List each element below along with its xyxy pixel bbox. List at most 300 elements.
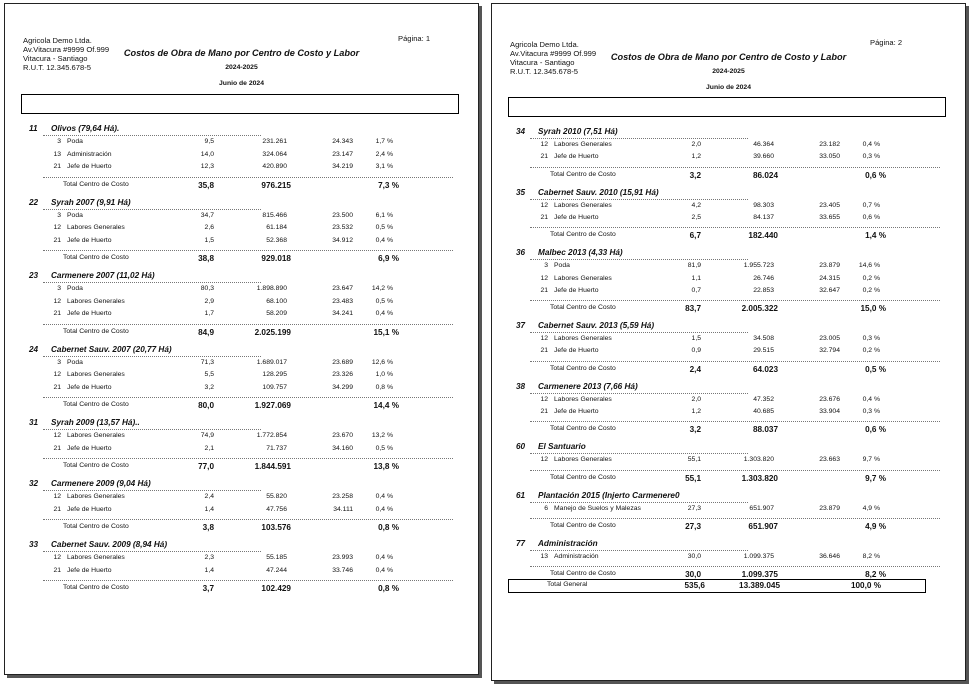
cost-center-name: Cabernet Sauv. 2013 (5,59 Há) [538, 321, 655, 331]
total-valor: 651.907 [748, 521, 778, 531]
total-jornadas: 6,7 [689, 231, 701, 241]
labor-row [5, 163, 478, 175]
total-jornadas: 83,7 [685, 304, 701, 314]
subtotal-separator [43, 177, 453, 178]
labor-code: 12 [540, 141, 548, 148]
total-valor: 1.099.375 [741, 570, 778, 580]
labor-valor-jornada: 23.182 [819, 141, 840, 148]
cost-center-total-row [492, 474, 965, 486]
labor-jornadas: 2,0 [691, 395, 701, 403]
section-underline [530, 453, 748, 454]
labor-row [5, 506, 478, 518]
cost-center-code: 31 [29, 418, 39, 427]
labor-percent: 9,7 % [862, 456, 880, 464]
labor-jornadas: 1,5 [204, 236, 214, 244]
labor-row [492, 553, 965, 565]
labor-valor: 22.853 [753, 286, 774, 294]
labor-valor-jornada: 23.670 [332, 432, 353, 439]
labor-valor-jornada: 32.647 [819, 286, 840, 294]
labor-description: Labores Generales [67, 432, 125, 439]
labor-description: Jefe de Huerto [554, 408, 599, 415]
cost-center-total-row [5, 523, 478, 535]
total-jornadas: 77,0 [198, 462, 214, 471]
labor-valor-jornada: 24.343 [332, 138, 353, 145]
cost-center-name: Cabernet Sauv. 2007 (20,77 Há) [51, 344, 172, 354]
subtotal-separator [530, 227, 940, 228]
labor-percent: 1,0 % [375, 371, 393, 378]
cost-center-name: Syrah 2010 (7,51 Há) [538, 127, 618, 136]
labor-description: Poda [67, 138, 83, 145]
section-underline [43, 551, 261, 552]
report-season: 2024-2025 [712, 68, 745, 75]
report-title: Costos de Obra de Mano por Centro de Costo y Labor [123, 48, 360, 58]
total-valor: 88.037 [752, 425, 778, 435]
labor-valor: 34.508 [753, 335, 774, 343]
column-header-box [21, 94, 459, 114]
labor-description: Labores Generales [554, 141, 612, 148]
cost-center-code: 33 [29, 540, 39, 549]
labor-percent: 0,4 % [375, 310, 393, 317]
section-underline [43, 209, 261, 210]
labor-row [5, 384, 478, 396]
cost-center-name: Olivos (79,64 Há). [51, 124, 120, 133]
cost-center-name: Malbec 2013 (4,33 Há) [538, 248, 623, 258]
labor-code: 12 [53, 432, 61, 439]
labor-valor: 68.100 [266, 297, 287, 305]
labor-code: 13 [53, 150, 61, 158]
cost-center-code: 60 [516, 442, 526, 452]
labor-code: 21 [53, 383, 61, 391]
labor-code: 21 [53, 505, 61, 513]
labor-valor-jornada: 23.405 [819, 201, 840, 209]
labor-code: 21 [53, 444, 61, 452]
labor-valor-jornada: 23.879 [819, 504, 840, 512]
labor-jornadas: 2,9 [204, 297, 214, 305]
labor-description: Labores Generales [554, 335, 612, 343]
labor-code: 21 [540, 408, 548, 415]
labor-jornadas: 34,7 [200, 211, 214, 219]
section-underline [530, 502, 748, 503]
labor-description: Labores Generales [67, 493, 125, 500]
labor-row [492, 141, 965, 153]
subtotal-separator [530, 421, 940, 422]
labor-valor: 815.466 [262, 211, 287, 219]
labor-jornadas: 2,0 [691, 141, 701, 148]
section-underline [43, 135, 261, 136]
labor-description: Labores Generales [67, 297, 125, 305]
company-info: Agricola Demo Ltda. Av.Vitacura #9999 Of.999 Vitacura - Santiago R.U.T. 12.345.678-5 [510, 40, 597, 76]
section-underline [530, 393, 748, 394]
labor-valor-jornada: 23.676 [819, 395, 840, 403]
labor-valor-jornada: 23.483 [332, 297, 353, 305]
labor-valor: 29.515 [753, 347, 774, 355]
total-jornadas: 80,0 [198, 401, 214, 410]
labor-percent: 6,1 % [375, 211, 393, 219]
labor-jornadas: 80,3 [200, 285, 214, 292]
total-percent: 0,8 % [378, 584, 399, 593]
labor-valor: 39.660 [753, 153, 774, 161]
total-percent: 0,6 % [865, 425, 886, 435]
labor-code: 21 [53, 163, 61, 170]
total-jornadas: 2,4 [689, 364, 701, 374]
cost-center-total-row [492, 171, 965, 183]
labor-row [5, 151, 478, 163]
labor-percent: 2,4 % [375, 150, 393, 158]
labor-row [5, 298, 478, 310]
labor-code: 3 [57, 211, 61, 219]
labor-jornadas: 1,4 [204, 505, 214, 513]
cost-center-name: Cabernet Sauv. 2010 (15,91 Há) [538, 187, 659, 197]
labor-description: Poda [67, 211, 83, 219]
labor-percent: 0,3 % [862, 153, 880, 161]
subtotal-separator [530, 518, 940, 519]
labor-valor: 651.907 [749, 504, 774, 512]
labor-jornadas: 55,1 [687, 456, 701, 464]
section-underline [530, 199, 748, 200]
labor-jornadas: 3,2 [204, 383, 214, 391]
total-valor: 2.025.199 [254, 327, 291, 337]
labor-valor-jornada: 23.663 [819, 456, 840, 464]
labor-valor-jornada: 23.647 [332, 285, 353, 292]
cost-center-code: 77 [516, 538, 526, 548]
total-valor: 64.023 [752, 364, 778, 374]
report-period: Junio de 2024 [219, 80, 264, 87]
labor-description: Manejo de Suelos y Malezas [554, 504, 641, 512]
subtotal-separator [43, 397, 453, 398]
labor-code: 12 [53, 493, 61, 500]
labor-code: 12 [540, 335, 548, 343]
subtotal-separator [43, 580, 453, 581]
labor-code: 6 [544, 504, 548, 512]
cost-center-name: Administración [538, 538, 598, 548]
labor-percent: 0,5 % [375, 297, 393, 305]
labor-code: 13 [540, 552, 548, 560]
labor-description: Jefe de Huerto [67, 163, 112, 170]
subtotal-separator [43, 250, 453, 251]
labor-row [492, 287, 965, 299]
total-label: Total Centro de Costo [550, 231, 616, 239]
labor-valor: 1.303.820 [743, 456, 774, 464]
labor-row [5, 554, 478, 566]
labor-jornadas: 2,5 [691, 213, 701, 221]
labor-description: Jefe de Huerto [554, 286, 599, 294]
total-percent: 14,4 % [373, 401, 399, 410]
cost-center-name: Carmenere 2009 (9,04 Há) [51, 479, 151, 488]
labor-row [5, 285, 478, 297]
labor-code: 12 [540, 395, 548, 403]
labor-valor: 231.261 [262, 138, 287, 145]
labor-description: Poda [67, 285, 83, 292]
labor-valor-jornada: 36.646 [819, 552, 840, 560]
total-valor: 182.440 [748, 231, 778, 241]
report-season: 2024-2025 [225, 64, 258, 71]
labor-jornadas: 2,6 [204, 224, 214, 231]
labor-valor: 420.890 [262, 163, 287, 170]
cost-center-total-row [5, 181, 478, 193]
labor-valor: 1.898.890 [256, 285, 287, 292]
labor-valor-jornada: 23.879 [819, 262, 840, 270]
subtotal-separator [530, 566, 940, 567]
labor-valor: 128.295 [262, 371, 287, 378]
labor-description: Labores Generales [67, 554, 125, 561]
cost-center-total-row [5, 462, 478, 474]
labor-valor: 46.364 [753, 141, 774, 148]
labor-code: 12 [540, 456, 548, 464]
labor-valor-jornada: 33.904 [819, 408, 840, 415]
labor-description: Jefe de Huerto [554, 347, 599, 355]
total-jornadas: 3,8 [202, 523, 214, 532]
total-percent: 0,8 % [378, 523, 399, 532]
labor-valor-jornada: 34.241 [332, 310, 353, 317]
labor-description: Poda [554, 262, 570, 270]
labor-description: Labores Generales [554, 201, 612, 209]
labor-percent: 0,4 % [375, 236, 393, 244]
grand-total-valor: 13.389.045 [739, 581, 780, 590]
labor-percent: 0,5 % [375, 224, 393, 231]
labor-percent: 12,6 % [371, 358, 393, 366]
labor-valor-jornada: 23.005 [819, 335, 840, 343]
cost-center-total-row [5, 254, 478, 266]
labor-valor: 1.955.723 [743, 262, 774, 270]
section-underline [530, 550, 748, 551]
labor-code: 12 [540, 201, 548, 209]
labor-valor: 324.064 [262, 150, 287, 158]
labor-code: 21 [540, 213, 548, 221]
labor-jornadas: 2,4 [204, 493, 214, 500]
labor-percent: 0,3 % [862, 408, 880, 415]
labor-valor-jornada: 33.655 [819, 213, 840, 221]
labor-percent: 8,2 % [862, 552, 880, 560]
section-underline [530, 259, 748, 260]
labor-row [5, 212, 478, 224]
report-page-1 [4, 3, 479, 675]
labor-row [5, 371, 478, 383]
labor-code: 12 [53, 297, 61, 305]
total-label: Total Centro de Costo [550, 425, 616, 433]
labor-percent: 0,5 % [375, 444, 393, 452]
labor-jornadas: 71,3 [200, 358, 214, 366]
labor-valor-jornada: 34.111 [333, 505, 353, 513]
grand-total-jornadas: 535,6 [684, 581, 705, 590]
labor-code: 12 [53, 554, 61, 561]
grand-total-box [508, 579, 926, 593]
total-label: Total Centro de Costo [63, 523, 129, 530]
labor-row [5, 237, 478, 249]
labor-row [5, 310, 478, 322]
labor-row [5, 432, 478, 444]
labor-row [492, 262, 965, 274]
labor-jornadas: 2,1 [204, 444, 214, 452]
total-jornadas: 84,9 [198, 327, 214, 337]
labor-percent: 13,2 % [371, 432, 393, 439]
subtotal-separator [43, 519, 453, 520]
labor-valor-jornada: 23.500 [332, 211, 353, 219]
labor-valor-jornada: 24.315 [819, 274, 840, 282]
total-percent: 15,1 % [373, 327, 399, 337]
labor-row [5, 445, 478, 457]
labor-valor-jornada: 23.532 [332, 224, 353, 231]
cost-center-total-row [5, 401, 478, 413]
cost-center-name: El Santuario [538, 442, 586, 452]
labor-jornadas: 4,2 [691, 201, 701, 209]
total-valor: 1.844.591 [254, 462, 291, 471]
labor-percent: 1,7 % [375, 138, 393, 145]
labor-code: 12 [53, 224, 61, 231]
labor-percent: 0,2 % [862, 274, 880, 282]
cost-center-code: 22 [29, 197, 39, 207]
total-label: Total Centro de Costo [63, 401, 129, 408]
labor-description: Administración [67, 150, 112, 158]
labor-code: 12 [540, 274, 548, 282]
labor-description: Jefe de Huerto [554, 153, 599, 161]
total-jornadas: 27,3 [685, 521, 701, 531]
labor-jornadas: 74,9 [200, 432, 214, 439]
total-label: Total Centro de Costo [63, 327, 129, 335]
labor-row [492, 153, 965, 165]
labor-percent: 0,4 % [862, 395, 880, 403]
total-label: Total Centro de Costo [63, 584, 129, 591]
subtotal-separator [43, 324, 453, 325]
labor-valor: 98.303 [753, 201, 774, 209]
total-label: Total Centro de Costo [550, 521, 616, 529]
labor-row [492, 214, 965, 226]
column-header-labor [48, 113, 458, 114]
labor-jornadas: 1,4 [204, 566, 214, 574]
labor-description: Jefe de Huerto [67, 566, 112, 574]
labor-valor-jornada: 34.160 [332, 444, 353, 452]
labor-valor: 1.099.375 [743, 552, 774, 560]
labor-percent: 0,4 % [375, 493, 393, 500]
total-percent: 9,7 % [865, 473, 886, 483]
cost-center-code: 61 [516, 490, 526, 500]
total-percent: 15,0 % [860, 304, 886, 314]
total-valor: 1.927.069 [254, 401, 291, 410]
labor-percent: 0,4 % [862, 141, 880, 148]
subtotal-separator [43, 458, 453, 459]
labor-jornadas: 5,5 [204, 371, 214, 378]
total-percent: 13,8 % [373, 462, 399, 471]
labor-jornadas: 14,0 [200, 150, 214, 158]
section-underline [43, 282, 261, 283]
labor-percent: 0,3 % [862, 335, 880, 343]
labor-row [5, 138, 478, 150]
total-percent: 1,4 % [865, 231, 886, 241]
total-jornadas: 35,8 [198, 180, 214, 190]
cost-center-total-row [492, 365, 965, 377]
labor-description: Administración [554, 552, 599, 560]
page-number: Página: 1 [398, 34, 431, 43]
total-label: Total Centro de Costo [550, 364, 616, 372]
labor-jornadas: 1,5 [691, 335, 701, 343]
labor-description: Jefe de Huerto [554, 213, 599, 221]
labor-row [5, 224, 478, 236]
cost-center-total-row [5, 584, 478, 596]
labor-code: 21 [540, 153, 548, 161]
subtotal-separator [530, 470, 940, 471]
section-underline [530, 138, 748, 139]
cost-center-code: 36 [516, 248, 526, 258]
labor-description: Labores Generales [67, 224, 125, 231]
cost-center-code: 35 [516, 187, 526, 197]
labor-valor: 58.209 [266, 310, 287, 317]
report-page-2 [491, 3, 966, 681]
labor-valor: 47.244 [266, 566, 287, 574]
total-jornadas: 30,0 [685, 570, 701, 580]
total-jornadas: 3,2 [689, 425, 701, 435]
labor-description: Labores Generales [554, 274, 612, 282]
total-jornadas: 3,2 [689, 170, 701, 180]
company-info: Agricola Demo Ltda. Av.Vitacura #9999 Of.999 Vitacura - Santiago R.U.T. 12.345.678-5 [23, 36, 110, 72]
cost-center-code: 37 [516, 321, 526, 331]
labor-row [492, 456, 965, 468]
total-percent: 4,9 % [865, 521, 886, 531]
total-percent: 6,9 % [378, 254, 399, 263]
labor-jornadas: 2,3 [204, 554, 214, 561]
labor-code: 21 [53, 236, 61, 244]
labor-percent: 0,4 % [375, 554, 393, 561]
labor-percent: 4,9 % [862, 504, 880, 512]
labor-valor-jornada: 23.326 [332, 371, 353, 378]
cost-center-name: Syrah 2007 (9,91 Há) [51, 197, 131, 207]
labor-code: 21 [53, 566, 61, 574]
labor-jornadas: 1,1 [691, 274, 701, 282]
labor-valor-jornada: 33.050 [819, 153, 840, 161]
labor-jornadas: 27,3 [687, 504, 701, 512]
cost-center-name: Cabernet Sauv. 2009 (8,94 Há) [51, 540, 168, 549]
labor-valor: 47.352 [753, 395, 774, 403]
labor-description: Jefe de Huerto [67, 236, 112, 244]
labor-description: Jefe de Huerto [67, 310, 112, 317]
labor-description: Labores Generales [67, 371, 125, 378]
total-valor: 1.303.820 [741, 473, 778, 483]
labor-valor-jornada: 32.794 [819, 347, 840, 355]
labor-code: 3 [544, 262, 548, 270]
report-period: Junio de 2024 [706, 84, 751, 91]
labor-valor: 52.368 [266, 236, 287, 244]
section-underline [43, 490, 261, 491]
labor-code: 3 [57, 138, 61, 145]
labor-description: Jefe de Huerto [67, 444, 112, 452]
cost-center-code: 32 [29, 479, 39, 488]
labor-description: Jefe de Huerto [67, 505, 112, 513]
report-title: Costos de Obra de Mano por Centro de Costo y Labor [610, 52, 847, 62]
cost-center-total-row [492, 522, 965, 534]
labor-valor: 40.685 [753, 408, 774, 415]
section-underline [530, 332, 748, 333]
labor-row [492, 396, 965, 408]
labor-row [492, 347, 965, 359]
total-jornadas: 55,1 [685, 473, 701, 483]
total-label: Total Centro de Costo [550, 304, 616, 312]
labor-valor: 61.184 [266, 224, 287, 231]
section-underline [43, 356, 261, 357]
labor-percent: 0,2 % [862, 347, 880, 355]
labor-jornadas: 0,7 [691, 286, 701, 294]
labor-valor-jornada: 34.299 [332, 383, 353, 391]
total-valor: 102.429 [261, 584, 291, 593]
cost-center-code: 11 [29, 124, 38, 133]
labor-jornadas: 9,5 [204, 138, 214, 145]
labor-code: 21 [540, 286, 548, 294]
total-valor: 103.576 [261, 523, 291, 532]
cost-center-total-row [492, 304, 965, 316]
cost-center-name: Plantación 2015 (Injerto Carmenere0 [538, 490, 680, 500]
labor-jornadas: 81,9 [687, 262, 701, 270]
labor-row [5, 359, 478, 371]
cost-center-total-row [5, 328, 478, 340]
labor-jornadas: 12,3 [200, 163, 214, 170]
labor-percent: 0,4 % [375, 505, 393, 513]
